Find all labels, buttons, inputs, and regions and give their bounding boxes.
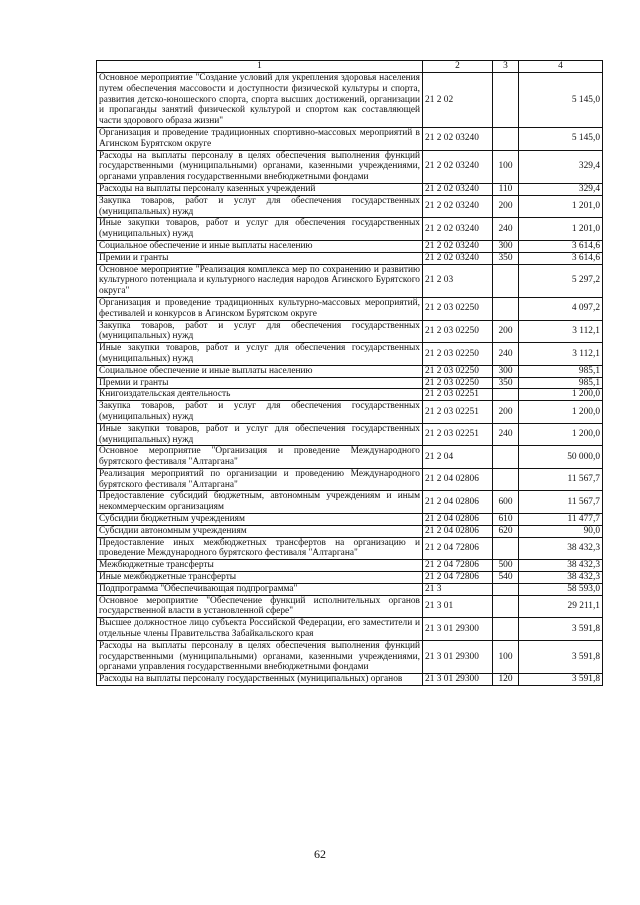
row-code-cell: 21 2 02 03240 — [423, 240, 493, 252]
table-row — [97, 377, 603, 389]
row-name-cell: Расходы на выплаты персоналу казенных учреждений — [97, 183, 423, 195]
row-type-cell — [493, 297, 519, 320]
row-type-cell: 300 — [493, 365, 519, 377]
row-name-cell: Закупка товаров, работ и услуг для обеспечения государственных (муниципальных) нужд — [97, 320, 423, 343]
table-header-row — [97, 61, 603, 73]
row-name-cell: Предоставление субсидий бюджетным, автономным учреждениям и иным некоммерческим организациям — [97, 491, 423, 514]
table-row — [97, 446, 603, 469]
table-row — [97, 401, 603, 424]
row-value-cell: 985,1 — [519, 377, 603, 389]
row-type-cell — [493, 537, 519, 560]
row-name-cell: Расходы на выплаты персоналу государственных (муниципальных) органов — [97, 674, 423, 686]
row-type-cell — [493, 127, 519, 150]
budget-table — [96, 60, 603, 686]
row-value-cell: 3 591,8 — [519, 618, 603, 641]
row-type-cell: 200 — [493, 195, 519, 218]
table-row — [97, 252, 603, 264]
table-row — [97, 73, 603, 128]
row-value-cell: 38 432,3 — [519, 560, 603, 572]
table-row — [97, 365, 603, 377]
table-row — [97, 343, 603, 366]
row-type-cell — [493, 389, 519, 401]
row-name-cell: Иные закупки товаров, работ и услуг для обеспечения государственных (муниципальных) нужд — [97, 218, 423, 241]
row-value-cell: 3 112,1 — [519, 343, 603, 366]
row-name-cell: Межбюджетные трансферты — [97, 560, 423, 572]
row-type-cell — [493, 264, 519, 297]
row-name-cell: Высшее должностное лицо субъекта Российской Федерации, его заместители и отдельные члены Правительства Забайкальского края — [97, 618, 423, 641]
row-value-cell: 4 097,2 — [519, 297, 603, 320]
table-row — [97, 183, 603, 195]
row-value-cell: 3 614,6 — [519, 252, 603, 264]
row-type-cell: 240 — [493, 218, 519, 241]
row-type-cell: 200 — [493, 401, 519, 424]
table-row — [97, 640, 603, 673]
row-name-cell: Основное мероприятие "Реализация комплекса мер по сохранению и развитию культурного потенциала и культурного наследия народов Агинского Бурятского округа" — [97, 264, 423, 297]
row-name-cell: Организация и проведение традиционных культурно-массовых мероприятий, фестивалей и конкурсов в Агинском Бурятском округе — [97, 297, 423, 320]
row-value-cell: 985,1 — [519, 365, 603, 377]
row-code-cell: 21 2 04 — [423, 446, 493, 469]
row-code-cell: 21 2 02 03240 — [423, 127, 493, 150]
row-code-cell: 21 2 04 02806 — [423, 491, 493, 514]
row-name-cell: Социальное обеспечение и иные выплаты населению — [97, 365, 423, 377]
row-name-cell: Социальное обеспечение и иные выплаты населению — [97, 240, 423, 252]
table-body — [97, 73, 603, 686]
table-row — [97, 150, 603, 183]
row-value-cell: 3 112,1 — [519, 320, 603, 343]
table-row — [97, 618, 603, 641]
row-code-cell: 21 3 01 29300 — [423, 618, 493, 641]
row-value-cell: 329,4 — [519, 183, 603, 195]
row-type-cell: 620 — [493, 525, 519, 537]
row-code-cell: 21 2 02 03240 — [423, 150, 493, 183]
row-name-cell: Расходы на выплаты персоналу в целях обеспечения выполнения функций государственными (муниципальными) органами, казенными учреждениями, органами управления государственными внебюджетными фондами — [97, 640, 423, 673]
row-type-cell — [493, 468, 519, 491]
row-code-cell: 21 2 03 02250 — [423, 377, 493, 389]
table-row — [97, 218, 603, 241]
row-name-cell: Организация и проведение традиционных спортивно-массовых мероприятий в Агинском Бурятском округе — [97, 127, 423, 150]
row-name-cell: Иные закупки товаров, работ и услуг для обеспечения государственных (муниципальных) нужд — [97, 423, 423, 446]
table-row — [97, 525, 603, 537]
column-header-2: 2 — [423, 61, 493, 73]
table-row — [97, 491, 603, 514]
row-value-cell: 3 591,8 — [519, 640, 603, 673]
row-code-cell: 21 2 03 — [423, 264, 493, 297]
row-type-cell: 350 — [493, 377, 519, 389]
row-name-cell: Закупка товаров, работ и услуг для обеспечения государственных (муниципальных) нужд — [97, 401, 423, 424]
row-type-cell: 110 — [493, 183, 519, 195]
row-name-cell: Книгоиздательская деятельность — [97, 389, 423, 401]
row-code-cell: 21 2 03 02250 — [423, 320, 493, 343]
row-name-cell: Субсидии автономным учреждениям — [97, 525, 423, 537]
table-row — [97, 264, 603, 297]
table-row — [97, 572, 603, 584]
table-row — [97, 195, 603, 218]
row-name-cell: Премии и гранты — [97, 252, 423, 264]
row-value-cell: 58 593,0 — [519, 583, 603, 595]
row-value-cell: 5 145,0 — [519, 73, 603, 128]
row-code-cell: 21 3 01 29300 — [423, 640, 493, 673]
row-value-cell: 3 614,6 — [519, 240, 603, 252]
row-code-cell: 21 2 02 03240 — [423, 195, 493, 218]
row-type-cell: 350 — [493, 252, 519, 264]
row-code-cell: 21 2 04 02806 — [423, 525, 493, 537]
row-value-cell: 329,4 — [519, 150, 603, 183]
table-row — [97, 389, 603, 401]
table-row — [97, 595, 603, 618]
table-row — [97, 127, 603, 150]
table-row — [97, 240, 603, 252]
table-row — [97, 423, 603, 446]
row-type-cell: 500 — [493, 560, 519, 572]
table-row — [97, 537, 603, 560]
row-value-cell: 50 000,0 — [519, 446, 603, 469]
row-type-cell — [493, 595, 519, 618]
row-value-cell: 1 200,0 — [519, 423, 603, 446]
table-row — [97, 297, 603, 320]
row-code-cell: 21 2 03 02251 — [423, 423, 493, 446]
column-header-1: 1 — [97, 61, 423, 73]
row-type-cell: 120 — [493, 674, 519, 686]
row-code-cell: 21 2 02 — [423, 73, 493, 128]
row-name-cell: Иные межбюджетные трансферты — [97, 572, 423, 584]
row-name-cell: Премии и гранты — [97, 377, 423, 389]
row-type-cell: 540 — [493, 572, 519, 584]
row-name-cell: Основное мероприятие "Обеспечение функций исполнительных органов государственной власти в установленной сфере" — [97, 595, 423, 618]
page-number: 62 — [314, 847, 326, 861]
row-code-cell: 21 2 03 02250 — [423, 365, 493, 377]
row-name-cell: Подпрограмма "Обеспечивающая подпрограмма" — [97, 583, 423, 595]
row-value-cell: 1 200,0 — [519, 389, 603, 401]
row-type-cell — [493, 618, 519, 641]
row-type-cell: 100 — [493, 150, 519, 183]
row-type-cell: 100 — [493, 640, 519, 673]
row-code-cell: 21 2 03 02250 — [423, 297, 493, 320]
row-code-cell: 21 3 — [423, 583, 493, 595]
row-name-cell: Иные закупки товаров, работ и услуг для обеспечения государственных (муниципальных) нужд — [97, 343, 423, 366]
row-type-cell — [493, 73, 519, 128]
row-value-cell: 38 432,3 — [519, 537, 603, 560]
table-row — [97, 674, 603, 686]
row-code-cell: 21 2 03 02251 — [423, 401, 493, 424]
table-row — [97, 560, 603, 572]
column-header-3: 3 — [493, 61, 519, 73]
row-code-cell: 21 2 04 02806 — [423, 468, 493, 491]
row-value-cell: 1 200,0 — [519, 401, 603, 424]
column-header-4: 4 — [519, 61, 603, 73]
row-code-cell: 21 2 02 03240 — [423, 252, 493, 264]
row-code-cell: 21 2 02 03240 — [423, 183, 493, 195]
row-type-cell — [493, 446, 519, 469]
row-value-cell: 5 145,0 — [519, 127, 603, 150]
row-value-cell: 3 591,8 — [519, 674, 603, 686]
row-value-cell: 11 567,7 — [519, 491, 603, 514]
row-name-cell: Предоставление иных межбюджетных трансфертов на организацию и проведение Международного бурятского фестиваля "Алтаргана" — [97, 537, 423, 560]
row-name-cell: Расходы на выплаты персоналу в целях обеспечения выполнения функций государственными (муниципальными) органами, казенными учреждениями, органами управления государственными внебюджетными фондами — [97, 150, 423, 183]
row-value-cell: 29 211,1 — [519, 595, 603, 618]
row-name-cell: Закупка товаров, работ и услуг для обеспечения государственных (муниципальных) нужд — [97, 195, 423, 218]
row-value-cell: 1 201,0 — [519, 195, 603, 218]
row-name-cell: Основное мероприятие "Организация и проведение Международного бурятского фестиваля "Алтаргана" — [97, 446, 423, 469]
row-code-cell: 21 2 04 02806 — [423, 514, 493, 526]
row-code-cell: 21 3 01 — [423, 595, 493, 618]
row-value-cell: 90,0 — [519, 525, 603, 537]
table-row — [97, 583, 603, 595]
row-type-cell: 600 — [493, 491, 519, 514]
row-code-cell: 21 2 04 72806 — [423, 560, 493, 572]
row-type-cell: 200 — [493, 320, 519, 343]
row-code-cell: 21 2 04 72806 — [423, 537, 493, 560]
row-name-cell: Субсидии бюджетным учреждениям — [97, 514, 423, 526]
row-value-cell: 5 297,2 — [519, 264, 603, 297]
row-value-cell: 11 477,7 — [519, 514, 603, 526]
row-value-cell: 1 201,0 — [519, 218, 603, 241]
row-code-cell: 21 2 02 03240 — [423, 218, 493, 241]
row-type-cell: 240 — [493, 423, 519, 446]
row-type-cell: 240 — [493, 343, 519, 366]
row-value-cell: 11 567,7 — [519, 468, 603, 491]
row-name-cell: Реализация мероприятий по организации и проведению Международного бурятского фестиваля "Алтаргана" — [97, 468, 423, 491]
row-code-cell: 21 2 03 02251 — [423, 389, 493, 401]
row-code-cell: 21 3 01 29300 — [423, 674, 493, 686]
table-row — [97, 514, 603, 526]
row-value-cell: 38 432,3 — [519, 572, 603, 584]
row-type-cell: 610 — [493, 514, 519, 526]
row-code-cell: 21 2 03 02250 — [423, 343, 493, 366]
table-row — [97, 468, 603, 491]
row-name-cell: Основное мероприятие "Создание условий для укрепления здоровья населения путем обеспечения массовости и доступности физической культуры и спорта, развития детско-юношеского спорта, спорта высших достижений, организации и пропаганды занятий физической культурой и спортом как составляющей части здорового образа жизни" — [97, 73, 423, 128]
row-type-cell — [493, 583, 519, 595]
row-type-cell: 300 — [493, 240, 519, 252]
row-code-cell: 21 2 04 72806 — [423, 572, 493, 584]
table-row — [97, 320, 603, 343]
